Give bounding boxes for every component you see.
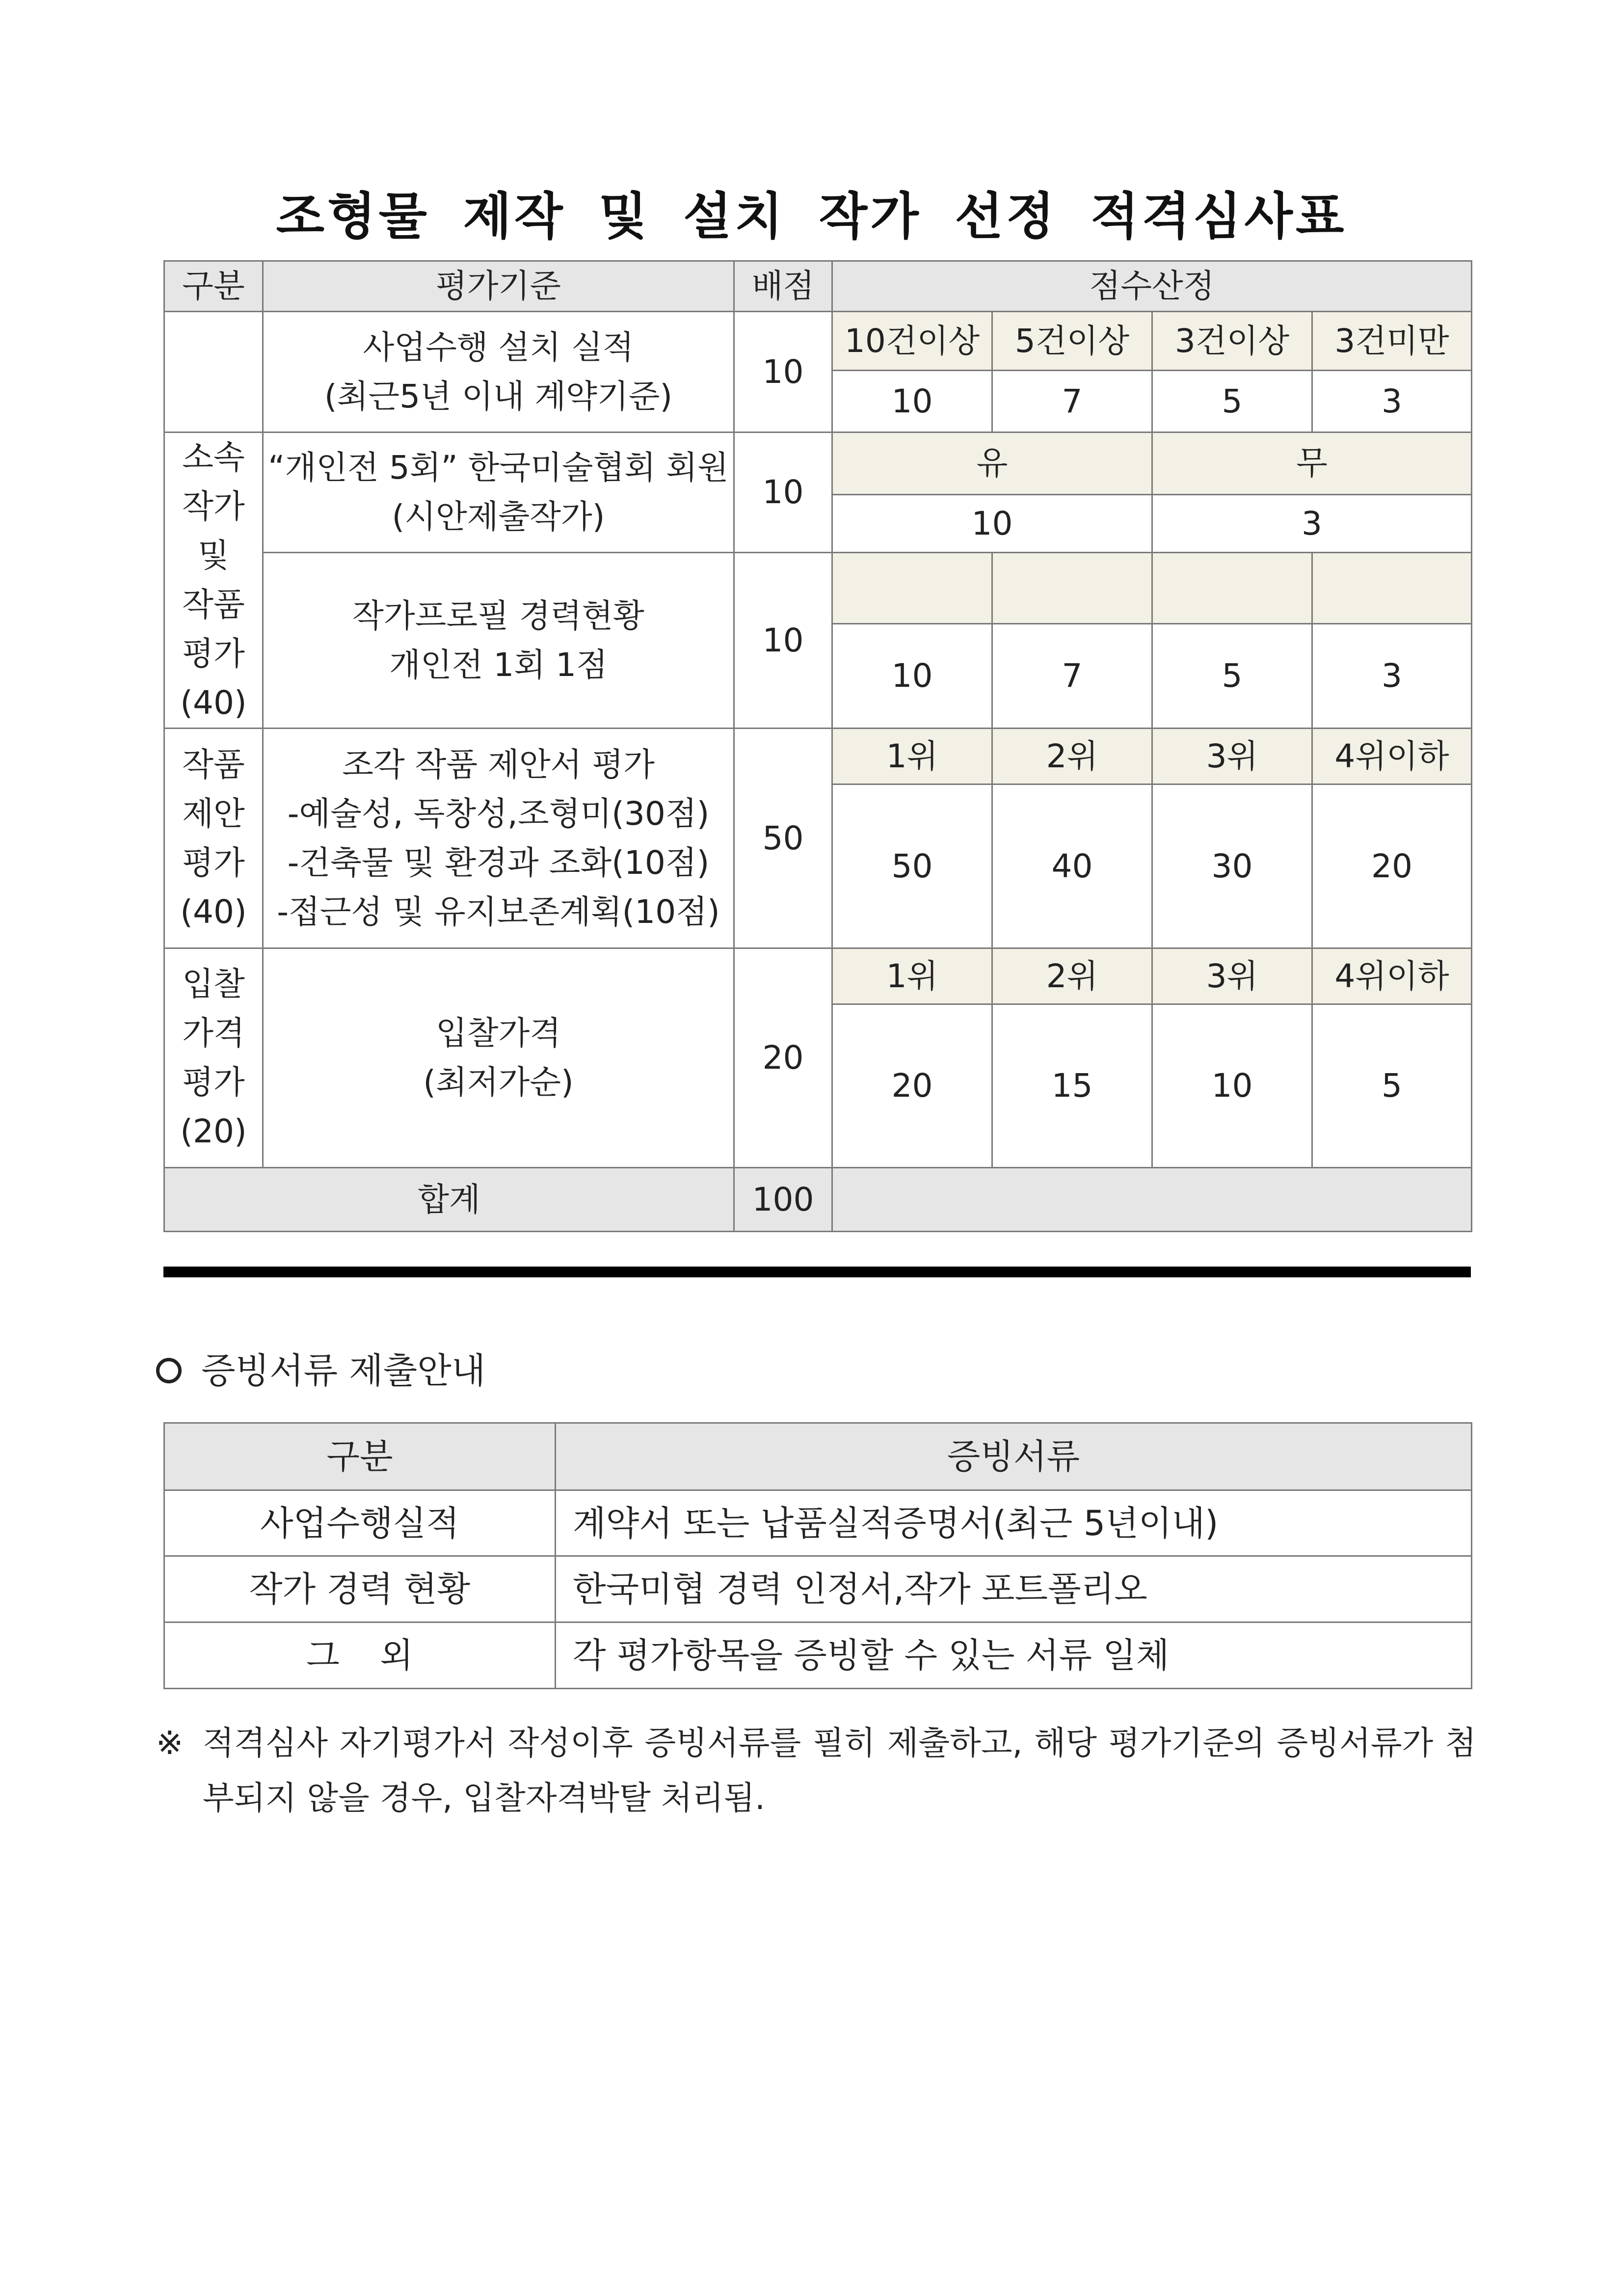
score-cell: 5	[1312, 1004, 1472, 1168]
documents-table	[163, 1422, 1472, 1689]
score-head-cell: 3건이상	[1152, 312, 1312, 371]
doc-value-cell: 계약서 또는 납품실적증명서(최근 5년이내)	[556, 1490, 1472, 1556]
score-head-cell: 1위	[832, 729, 992, 784]
header-scoring: 점수산정	[832, 261, 1472, 312]
circle-bullet-icon	[156, 1358, 182, 1383]
points-cell: 10	[734, 553, 832, 729]
points-cell: 10	[734, 312, 832, 432]
reference-mark-icon: ※	[156, 1724, 184, 1762]
total-row	[164, 1168, 1472, 1232]
header-points: 배점	[734, 261, 832, 312]
score-cell: 10	[832, 495, 1152, 553]
score-head-cell-empty	[1152, 553, 1312, 624]
score-cell: 20	[832, 1004, 992, 1168]
divider-rule	[163, 1267, 1471, 1277]
score-cell: 10	[1152, 1004, 1312, 1168]
doc-category-cell: 작가 경력 현황	[164, 1556, 556, 1622]
points-cell: 50	[734, 729, 832, 948]
score-head-cell: 2위	[992, 729, 1152, 784]
total-score-empty	[832, 1168, 1472, 1232]
score-head-cell: 4위이하	[1312, 729, 1472, 784]
score-cell: 5	[1152, 371, 1312, 432]
score-cell: 3	[1152, 495, 1472, 553]
section-heading	[156, 1346, 485, 1395]
table-row	[164, 553, 1472, 624]
score-cell: 7	[992, 624, 1152, 729]
score-cell: 40	[992, 784, 1152, 948]
points-cell: 20	[734, 948, 832, 1168]
doc-category-cell: 사업수행실적	[164, 1490, 556, 1556]
score-head-cell: 3건미만	[1312, 312, 1472, 371]
score-cell: 10	[832, 624, 992, 729]
total-points: 100	[734, 1168, 832, 1232]
group-label: 입찰 가격 평가 (20)	[164, 948, 263, 1168]
score-cell: 5	[1152, 624, 1312, 729]
score-head-cell: 3위	[1152, 948, 1312, 1004]
score-cell: 7	[992, 371, 1152, 432]
score-head-cell-empty	[1312, 553, 1472, 624]
criteria-cell: 입찰가격 (최저가순)	[263, 948, 734, 1168]
score-head-cell-empty	[832, 553, 992, 624]
table-row	[164, 432, 1472, 495]
table-header-row	[164, 261, 1472, 312]
doc-value-cell: 각 평가항목을 증빙할 수 있는 서류 일체	[556, 1622, 1472, 1689]
table-row	[164, 948, 1472, 1004]
footnote-text: 적격심사 자기평가서 작성이후 증빙서류를 필히 제출하고, 해당 평가기준의 증빙서류가 첨부되지 않을 경우, 입찰자격박탈 처리됨.	[203, 1724, 1476, 1817]
doc-category-cell: 그 외	[164, 1622, 556, 1689]
score-cell: 10	[832, 371, 992, 432]
score-head-cell: 1위	[832, 948, 992, 1004]
header-category: 구분	[164, 1423, 556, 1490]
score-cell: 3	[1312, 371, 1472, 432]
score-cell: 50	[832, 784, 992, 948]
score-head-cell: 3위	[1152, 729, 1312, 784]
score-head-cell: 유	[832, 432, 1152, 495]
page-title: 조형물 제작 및 설치 작가 선정 적격심사표	[276, 188, 1347, 246]
score-head-cell-empty	[992, 553, 1152, 624]
score-cell: 3	[1312, 624, 1472, 729]
points-cell: 10	[734, 432, 832, 553]
score-cell: 15	[992, 1004, 1152, 1168]
score-head-cell: 5건이상	[992, 312, 1152, 371]
table-row	[164, 1490, 1472, 1556]
header-criteria: 평가기준	[263, 261, 734, 312]
criteria-cell: “개인전 5회” 한국미술협회 회원 (시안제출작가)	[263, 432, 734, 553]
criteria-cell: 사업수행 설치 실적 (최근5년 이내 계약기준)	[263, 312, 734, 432]
score-head-cell: 4위이하	[1312, 948, 1472, 1004]
group-label: 소속 작가 및 작품 평가 (40)	[164, 432, 263, 729]
doc-value-cell: 한국미협 경력 인정서,작가 포트폴리오	[556, 1556, 1472, 1622]
criteria-cell: 조각 작품 제안서 평가 -예술성, 독창성,조형미(30점) -건축물 및 환경과 조화(10점) -접근성 및 유지보존계획(10점)	[263, 729, 734, 948]
score-cell: 20	[1312, 784, 1472, 948]
evaluation-table	[163, 260, 1472, 1232]
score-cell: 30	[1152, 784, 1312, 948]
table-row	[164, 1622, 1472, 1689]
footnote	[156, 1716, 1476, 1826]
table-row	[164, 1556, 1472, 1622]
table-row	[164, 729, 1472, 784]
score-head-cell: 10건이상	[832, 312, 992, 371]
section-title: 증빙서류 제출안내	[201, 1350, 486, 1391]
criteria-cell: 작가프로필 경력현황 개인전 1회 1점	[263, 553, 734, 729]
score-head-cell: 무	[1152, 432, 1472, 495]
table-row	[164, 312, 1472, 371]
table-header-row	[164, 1423, 1472, 1490]
group-label: 작품 제안 평가 (40)	[164, 729, 263, 948]
score-head-cell: 2위	[992, 948, 1152, 1004]
group-cell-empty	[164, 312, 263, 432]
total-label: 합계	[164, 1168, 734, 1232]
header-docs: 증빙서류	[556, 1423, 1472, 1490]
header-category: 구분	[164, 261, 263, 312]
